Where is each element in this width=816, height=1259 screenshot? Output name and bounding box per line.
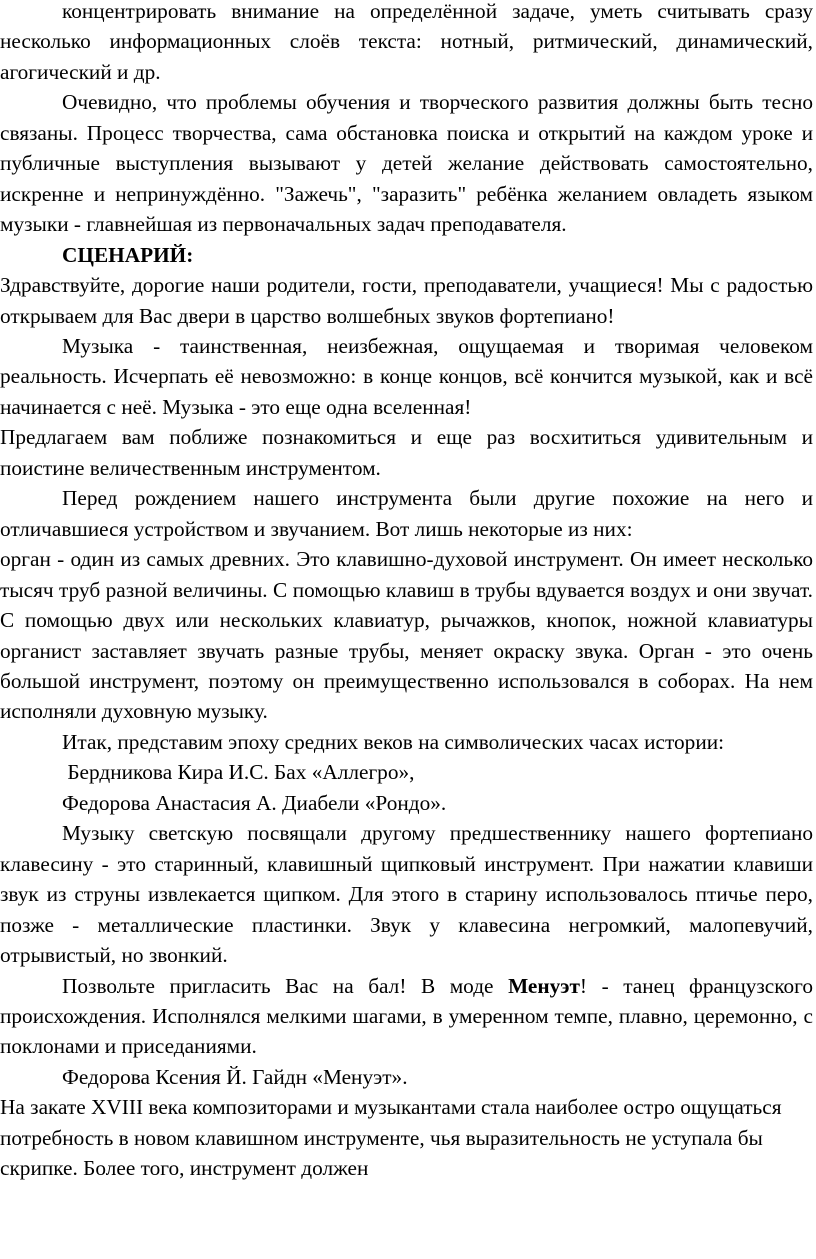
- performer-line-3: Федорова Ксения Й. Гайдн «Менуэт».: [62, 1064, 408, 1089]
- paragraph-continuation: концентрировать внимание на определённой задаче, уметь считывать сразу несколько информационных слоёв текста: нотный, ритмический, динамический, агогический и др.: [0, 0, 813, 84]
- paragraph-xviii-century: На закате XVIII века композиторами и музыкантами стала наиболее остро ощущаться потребность в новом клавишном инструменте, чья выразительность не уступала бы скрипке. Более того, инструмент должен: [0, 1095, 782, 1181]
- paragraph-greeting: Здравствуйте, дорогие наши родители, гости, преподаватели, учащиеся! Мы с радостью открываем для Вас двери в царство волшебных звуков фортепиано!: [0, 273, 813, 328]
- performer-line-2: Федорова Анастасия А. Диабели «Рондо».: [62, 790, 447, 815]
- paragraph-music: Музыка - таинственная, неизбежная, ощущаемая и творимая человеком реальность. Исчерпать её невозможно: в конце концов, всё кончится музыкой, как и всё начинается с неё. Музыка - это еще одна вселенная!: [0, 333, 813, 419]
- minuet-text-before: Позвольте пригласить Вас на бал! В моде: [62, 973, 509, 998]
- paragraph-invite: Предлагаем вам поближе познакомиться и еще раз восхититься удивительным и поистине величественным инструментом.: [0, 425, 813, 480]
- harpsichord-text: Музыку светскую посвящали другому предшественнику нашего фортепиано клавесину - это старинный, клавишный щипковый инструмент. При нажатии клавиши звук из струны извлекается щипком. Для этого в старину использовалось птичье перо, позже - металлические пластинки. Звук у клавесина негромкий, малопевучий, отрывистый, но звонкий.: [0, 821, 813, 968]
- scenario-heading: СЦЕНАРИЙ:: [62, 242, 194, 267]
- paragraph-middle-ages: Итак, представим эпоху средних веков на символических часах истории:: [62, 729, 725, 754]
- paragraph-harpsichord: [0, 818, 813, 970]
- performer-line-1: Бердникова Кира И.С. Бах «Аллегро»,: [62, 760, 415, 785]
- minuet-bold-word: Менуэт: [508, 973, 580, 998]
- minuet-text-after: ! - танец французского происхождения. Исполнялся мелкими шагами, в умеренном темпе, плавно, церемонно, с поклонами и приседаниями.: [0, 973, 813, 1059]
- paragraph-organ: орган - один из самых древних. Это клавишно-духовой инструмент. Он имеет несколько тысяч труб разной величины. С помощью клавиш в трубы вдувается воздух и они звучат. С помощью двух или нескольких клавиатур, рычажков, кнопок, ножной клавиатуры органист заставляет звучать разные трубы, меняет окраску звука. Орган - это очень большой инструмент, поэтому он преимущественно использовался в соборах. На нем исполняли духовную музыку.: [0, 547, 813, 724]
- paragraph-teaching: Очевидно, что проблемы обучения и творческого развития должны быть тесно связаны. Процесс творчества, сама обстановка поиска и открытий на каждом уроке и публичные выступления вызывают у детей желание действовать самостоятельно, искренне и непринуждённо. "Зажечь", "заразить" ребёнка желанием овладеть языком музыки - главнейшая из первоначальных задач преподавателя.: [0, 90, 813, 237]
- paragraph-predecessors: Перед рождением нашего инструмента были другие похожие на него и отличавшиеся устройством и звучанием. Вот лишь некоторые из них:: [0, 486, 813, 541]
- paragraph-minuet: [0, 971, 813, 1062]
